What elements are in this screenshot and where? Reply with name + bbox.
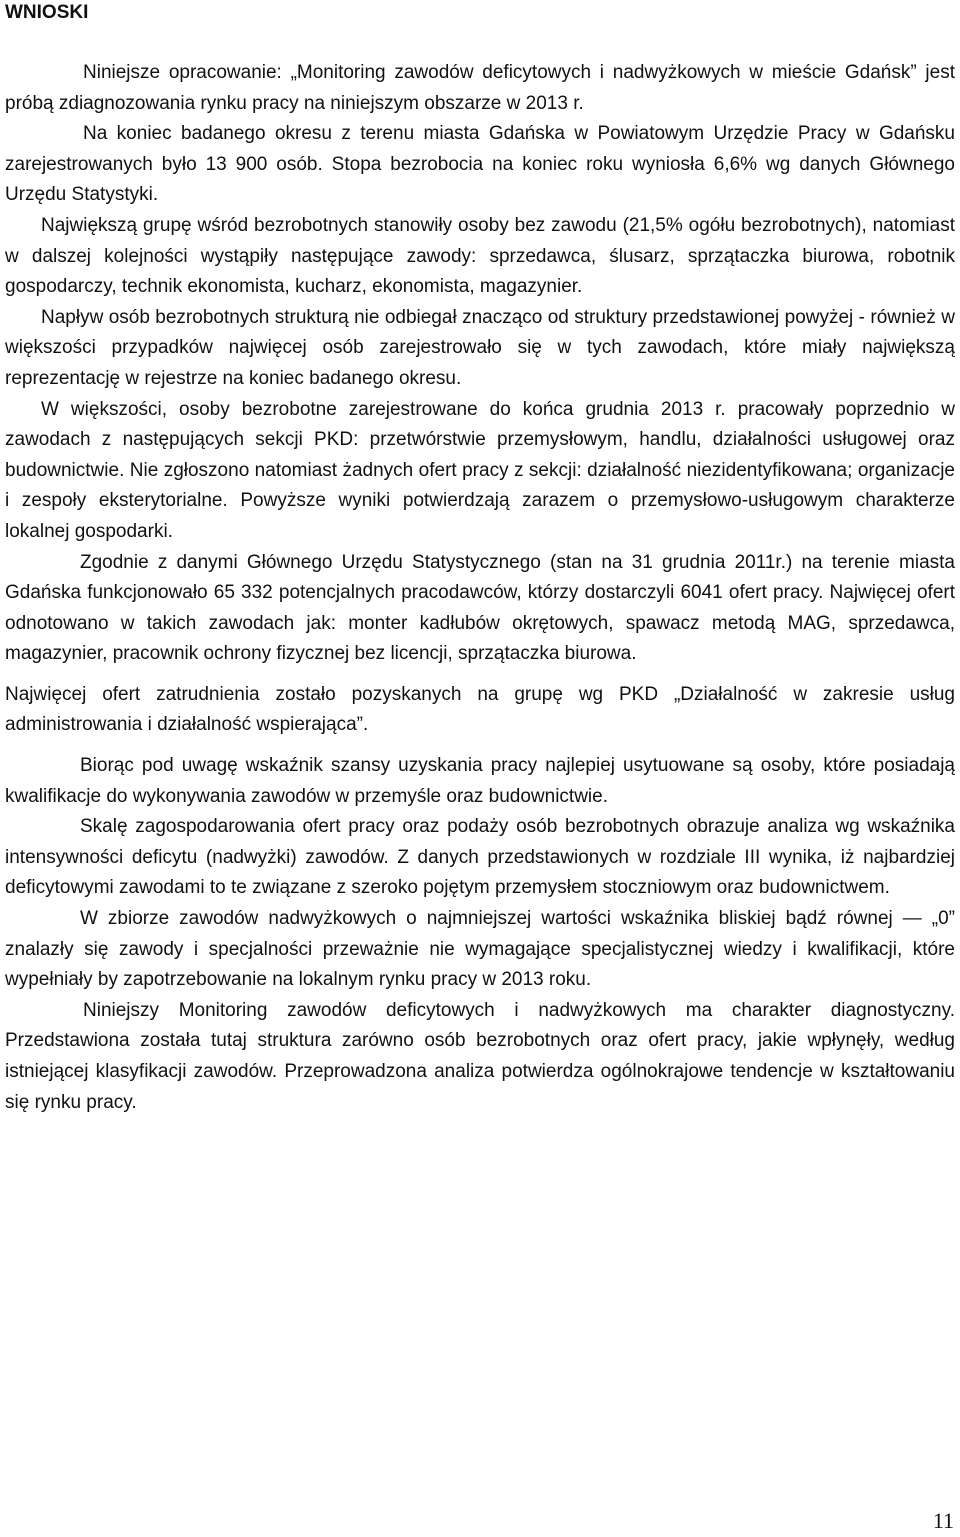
paragraph-registered: Na koniec badanego okresu z terenu miasta Gdańska w Powiatowym Urzędzie Pracy w Gdańsku zarejestrowanych było 13 900 osób. Stopa bezrobocia na koniec roku wyniosła 6,6% wg danych Głównego Urzędu Statystyki. [5,123,955,206]
paragraph-employers: Zgodnie z danymi Głównego Urzędu Statystycznego (stan na 31 grudnia 2011r.) na terenie miasta Gdańska funkcjonowało 65 332 potencjalnych pracodawców, którzy dostarczyli 6041 ofert pracy. Najwięcej ofert odnotowano w takich zawodach jak: monter kadłubów okrętowych, spawacz metodą MAG, sprzedawca, magazynier, pracownik ochrony fizycznej bez licencji, sprzątaczka biurowa. [5,551,955,665]
page-number: 11 [932,1508,954,1533]
paragraph-most-offers: Najwięcej ofert zatrudnienia zostało pozyskanych na grupę wg PKD „Działalność w zakresie usług administrowania i działalność wspierająca”. [5,683,955,736]
paragraph-deficit-index: Skalę zagospodarowania ofert pracy oraz podaży osób bezrobotnych obrazuje analiza wg wskaźnika intensywności deficytu (nadwyżki) zawodów. Z danych przedstawionych w rozdziale III wynika, iż najbardziej deficytowymi zawodami to te związane z szeroko pojętym przemysłem stoczniowym oraz budownictwem. [5,816,955,899]
paragraph-summary: Niniejszy Monitoring zawodów deficytowych i nadwyżkowych ma charakter diagnostyczny. Przedstawiona została tutaj struktura zarówno osób bezrobotnych oraz ofert pracy, jakie wpłynęły, według istniejącej klasyfikacji zawodów. Przeprowadzona analiza potwierdza ogólnokrajowe tendencje w kształtowaniu się rynku pracy. [5,999,955,1113]
paragraph-job-chance: Biorąc pod uwagę wskaźnik szansy uzyskania pracy najlepiej usytuowane są osoby, które posiadają kwalifikacje do wykonywania zawodów w przemyśle oraz budownictwie. [5,755,955,807]
paragraph-intro: Niniejsze opracowanie: „Monitoring zawodów deficytowych i nadwyżkowych w mieście Gdańsk” jest próbą zdiagnozowania rynku pracy na niniejszym obszarze w 2013 r. [5,62,955,114]
paragraph-largest-group: Największą grupę wśród bezrobotnych stanowiły osoby bez zawodu (21,5% ogółu bezrobotnych), natomiast w dalszej kolejności wystąpiły następujące zawody: sprzedawca, ślusarz, sprzątaczka biurowa, robotnik gospodarczy, technik ekonomista, kucharz, ekonomista, magazynier. [5,214,955,298]
document-body [5,58,955,1118]
paragraph-surplus: W zbiorze zawodów nadwyżkowych o najmniejszej wartości wskaźnika bliskiej bądź równej — „0” znalazły się zawody i specjalności przeważnie nie wymagające specjalistycznej wiedzy i kwalifikacji, które wypełniały by zapotrzebowanie na lokalnym rynku pracy w 2013 roku. [5,908,955,991]
section-heading: WNIOSKI [5,2,89,23]
paragraph-pkd-sections: W większości, osoby bezrobotne zarejestrowane do końca grudnia 2013 r. pracowały poprzednio w zawodach z następujących sekcji PKD: przetwórstwie przemysłowym, handlu, działalności usługowej oraz budownictwie. Nie zgłoszono natomiast żadnych ofert pracy z sekcji: działalność niezidentyfikowana; organizacje i zespoły eksterytorialne. Powyższe wyniki potwierdzają zarazem o przemysłowo-usługowym charakterze lokalnej gospodarki. [5,398,955,542]
paragraph-inflow: Napływ osób bezrobotnych strukturą nie odbiegał znacząco od struktury przedstawionej powyżej - również w większości przypadków najwięcej osób zarejestrowało się w tych zawodach, które miały największą reprezentację w rejestrze na koniec badanego okresu. [5,306,955,389]
